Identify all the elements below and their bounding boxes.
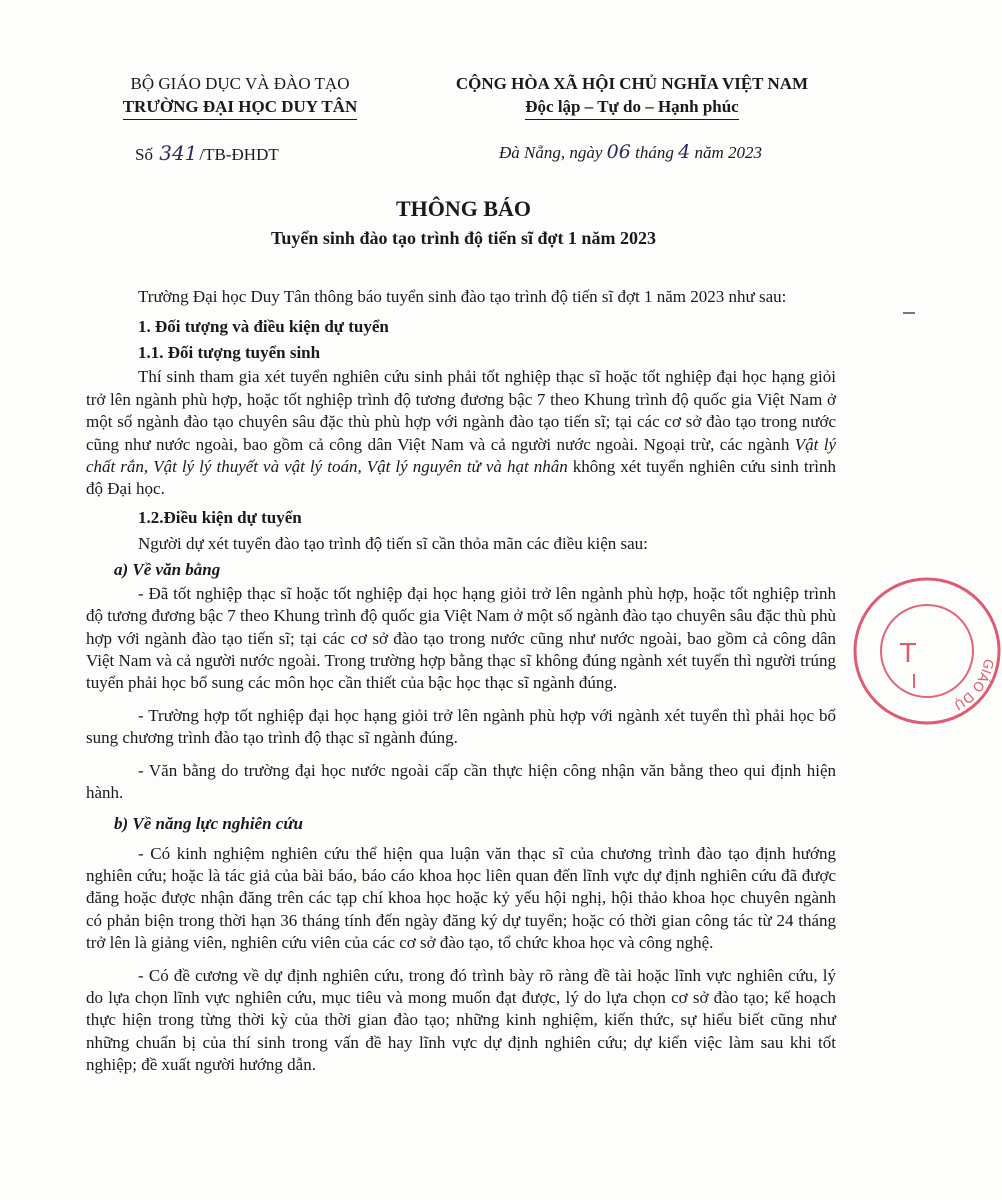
seal-ring-text: GIÁO DỤ [951, 657, 996, 713]
subsection-a-item-1: - Đã tốt nghiệp thạc sĩ hoặc tốt nghiệp đại học hạng giỏi trở lên ngành phù hợp, hoặc tốt nghiệp trình độ tương đương bậc 7 theo Khung trình độ quốc gia Việt Nam ở một số ngành đào tạo chuyên sâu đặc thù phù hợp với ngành đào tạo tiến sĩ; tại các cơ sở đào tạo trong nước cũng như nước ngoài, bao gồm cả công dân Việt Nam và cả người nước ngoài. Trong trường hợp bằng thạc sĩ không đúng ngành xét tuyển thì người trúng tuyển phải học bổ sung các môn học cần thiết của bậc học thạc sĩ ngành đúng. [86, 583, 836, 693]
section-1-1-text-b: không xét tuyển nghiên cứu sinh trình độ Đại học. [86, 457, 836, 499]
subsection-a-heading: a) Về văn bằng [114, 559, 221, 579]
motto-line [423, 95, 841, 120]
university-name-text: TRƯỜNG ĐẠI HỌC DUY TÂN [123, 95, 358, 120]
document-subtitle: Tuyển sinh đào tạo trình độ tiến sĩ đợt 1 năm 2023 [271, 228, 656, 248]
document-body [86, 286, 836, 1077]
national-header-block [423, 72, 841, 120]
university-name [92, 95, 388, 120]
section-1-heading: 1. Đối tượng và điều kiện dự tuyển [138, 317, 389, 337]
subsection-a-item-3: - Văn bằng do trường đại học nước ngoài cấp cần thực hiện công nhận văn bằng theo qui định hiện hành. [86, 760, 836, 803]
subsection-b-item-1: - Có kinh nghiệm nghiên cứu thể hiện qua luận văn thạc sĩ của chương trình đào tạo định hướng nghiên cứu; hoặc là tác giả của bài báo, báo cáo khoa học liên quan đến lĩnh vực dự định nghiên cứu đã được đăng hoặc được nhận đăng trên các tạp chí khoa học hoặc kỷ yếu hội nghị, hội thảo khoa học chuyên ngành có phản biện trong thời hạn 36 tháng tính đến ngày đăng ký dự tuyển; hoặc có thời gian công tác từ 24 tháng trở lên là giảng viên, nghiên cứu viên của các cơ sở đào tạo, tổ chức khoa học và công nghệ. [86, 843, 836, 953]
section-1-1-text-a: Thí sinh tham gia xét tuyển nghiên cứu sinh phải tốt nghiệp thạc sĩ hoặc tốt nghiệp đại học hạng giỏi trở lên ngành phù hợp, hoặc tốt nghiệp trình độ tương đương bậc 7 theo Khung trình độ quốc gia Việt Nam ở một số ngành đào tạo chuyên sâu đặc thù phù hợp với ngành đào tạo tiến sĩ; tại các cơ sở đào tạo trong nước cũng như nước ngoài, bao gồm cả công dân Việt Nam và cả người nước ngoài. Ngoại trừ, các ngành [86, 367, 836, 454]
section-1-1-text-italic: Vật lý chất rắn, Vật lý lý thuyết và vật lý toán, Vật lý nguyên tử và hạt nhân [86, 434, 836, 477]
date-suffix: năm 2023 [694, 143, 762, 162]
official-seal-stamp [852, 576, 1002, 726]
subsection-b-item-2: - Có đề cương về dự định nghiên cứu, trong đó trình bày rõ ràng đề tài hoặc lĩnh vực nghiên cứu, lý do lựa chọn lĩnh vực nghiên cứu, mục tiêu và mong muốn đạt được, lý do lựa chọn cơ sở đào tạo; kế hoạch thực hiện trong từng thời kỳ của thời gian đào tạo; những kinh nghiệm, kiến thức, sự hiểu biết cũng như những chuẩn bị của thí sinh trong vấn đề hay lĩnh vực dự định nghiên cứu; dự kiến việc làm sau khi tốt nghiệp; đề xuất người hướng dẫn. [86, 965, 836, 1075]
document-number [135, 141, 279, 165]
country-name: CỘNG HÒA XÃ HỘI CHỦ NGHĨA VIỆT NAM [455, 74, 809, 93]
intro-paragraph: Trường Đại học Duy Tân thông báo tuyển sinh đào tạo trình độ tiến sĩ đợt 1 năm 2023 như sau: [138, 287, 787, 306]
ministry-name: BỘ GIÁO DỤC VÀ ĐÀO TẠO [130, 74, 350, 93]
subsection-a-item-2: - Trường hợp tốt nghiệp đại học hạng giỏi trở lên ngành phù hợp với ngành xét tuyển thì phải học bổ sung chương trình đào tạo trình độ thạc sĩ ngành đúng. [86, 705, 836, 748]
number-suffix: /TB-ĐHDT [199, 145, 279, 164]
date-prefix: Đà Nẵng, ngày [499, 143, 603, 162]
seal-center-text: T [900, 639, 916, 669]
section-1-1-heading: 1.1. Đối tượng tuyển sinh [138, 343, 321, 363]
document-title: THÔNG BÁO [395, 196, 532, 221]
subsection-b-heading: b) Về năng lực nghiên cứu [114, 813, 303, 833]
section-1-2-paragraph: Người dự xét tuyển đào tạo trình độ tiến sĩ cần thỏa mãn các điều kiện sau: [138, 533, 648, 553]
motto-text: Độc lập – Tự do – Hạnh phúc [525, 95, 738, 120]
number-handwritten: 341 [159, 141, 198, 165]
document-date [499, 141, 762, 163]
number-prefix: Số [135, 145, 153, 164]
date-month: 4 [678, 141, 691, 163]
date-day: 06 [606, 141, 631, 163]
issuer-block [92, 72, 388, 120]
date-mid: tháng [635, 143, 674, 162]
section-1-2-heading: 1.2.Điều kiện dự tuyển [138, 507, 302, 527]
section-1-1-paragraph [86, 366, 836, 500]
scan-mark [903, 312, 915, 314]
